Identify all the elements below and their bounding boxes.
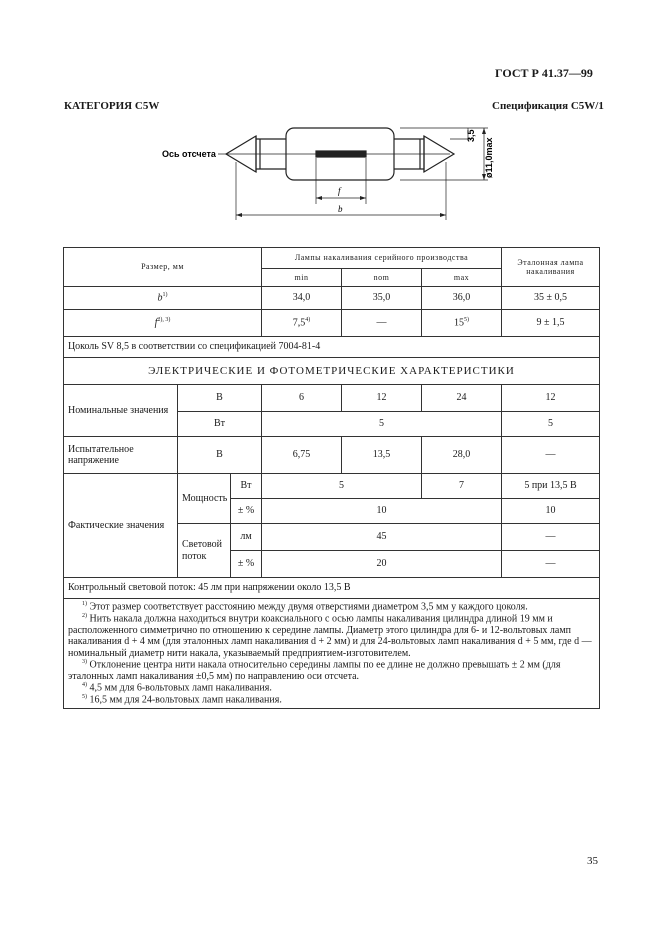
nominal-w: 5 xyxy=(262,412,502,437)
test-v1: 6,75 xyxy=(262,437,342,474)
category-title: КАТЕГОРИЯ С5W xyxy=(64,100,160,112)
nominal-ref-v: 12 xyxy=(502,385,600,412)
nom-header: nom xyxy=(342,269,422,287)
actual-pct: 10 xyxy=(262,499,502,524)
row-min: 34,0 xyxy=(262,287,342,310)
actual-w-ref: 5 при 13,5 В xyxy=(502,474,600,499)
footnote-ref: 5) xyxy=(464,317,469,324)
flux-label: Световой поток xyxy=(178,524,231,578)
spec-table xyxy=(63,247,600,709)
unit-w-actual: Вт xyxy=(231,474,262,499)
base-note: Цоколь SV 8,5 в соответствии со спецификацией 7004-81-4 xyxy=(64,337,600,358)
serial-header: Лампы накаливания серийного производства xyxy=(262,248,502,269)
unit-pct: ± % xyxy=(231,499,262,524)
row-max: 15 xyxy=(454,317,464,329)
test-v3: 28,0 xyxy=(422,437,502,474)
actual-lm: 45 xyxy=(262,524,502,551)
footnote-ref: 2), 3) xyxy=(157,317,171,324)
test-ref: — xyxy=(502,437,600,474)
ref-axis-label: Ось отсчета xyxy=(162,149,216,159)
unit-lm: лм xyxy=(231,524,262,551)
lamp-diagram xyxy=(150,118,510,228)
section-title: ЭЛЕКТРИЧЕСКИЕ И ФОТОМЕТРИЧЕСКИЕ ХАРАКТЕРИСТИКИ xyxy=(64,358,600,385)
test-voltage-label: Испытательное напряжение xyxy=(64,437,178,474)
reference-header: Эталонная лампа накаливания xyxy=(502,248,600,287)
actual-pct-ref: 10 xyxy=(502,499,600,524)
row-min: 7,5 xyxy=(292,317,306,329)
actual-w-b: 7 xyxy=(422,474,502,499)
footnote: $^{1)}$ Этот размер соответствует расстоянию между двумя отверстиями диаметром 3,5 мм у каждого цоколя. xyxy=(82,601,528,613)
row-ref: 35 ± 0,5 xyxy=(502,287,600,310)
footnote: $^{2)}$ Нить накала должна находиться внутри коаксиального с осью лампы накаливания цилиндра длиной 19 мм и расположенного симметрично по отношению к середине лампы. Диаметр этого цилиндра для 6- и 12-вольтовых ламп накаливания d + 4 мм (для эталонных ламп накаливания d + 2 мм) и для 24-вольтовых ламп накаливания d + 5 мм, где d — номинальный диаметр нити накала, указываемый предприятием-изготовителем. xyxy=(68,612,592,659)
dim-name: f xyxy=(154,317,158,329)
footnote: $^{5)}$ 16,5 мм для 24-вольтовых ламп накаливания. xyxy=(82,694,282,706)
footnote: $^{4)}$ 4,5 мм для 6-вольтовых ламп накаливания. xyxy=(82,682,272,694)
power-label: Мощность xyxy=(178,474,231,524)
control-flux-note: Контрольный световой поток: 45 лм при напряжении около 13,5 В xyxy=(64,578,600,599)
test-v2: 13,5 xyxy=(342,437,422,474)
unit-v: В xyxy=(178,385,262,412)
dim-diameter-label: ø11,0max xyxy=(484,137,494,178)
page-number: 35 xyxy=(587,855,598,867)
actual-lm-ref: — xyxy=(502,524,600,551)
row-nom: 35,0 xyxy=(342,287,422,310)
nominal-ref-w: 5 xyxy=(502,412,600,437)
dim-35-label: 3,5 xyxy=(466,129,476,142)
nominal-label: Номинальные значения xyxy=(64,385,178,437)
footnote-ref: 1) xyxy=(162,292,168,299)
actual-label: Фактические значения xyxy=(64,474,178,578)
specification-title: Спецификация С5W/1 xyxy=(492,100,604,112)
row-nom: — xyxy=(342,310,422,337)
unit-pct2: ± % xyxy=(231,551,262,578)
nominal-12v: 12 xyxy=(342,385,422,412)
nominal-6v: 6 xyxy=(262,385,342,412)
row-max: 36,0 xyxy=(422,287,502,310)
footnote-ref: 4) xyxy=(305,317,311,324)
max-header: max xyxy=(422,269,502,287)
size-header: Размер, мм xyxy=(64,248,262,287)
dim-name: b xyxy=(157,292,163,304)
footnotes xyxy=(64,599,600,709)
unit-w: Вт xyxy=(178,412,262,437)
dim-b-label: b xyxy=(338,204,343,214)
dim-f-label: f xyxy=(338,186,341,196)
nominal-24v: 24 xyxy=(422,385,502,412)
test-unit: В xyxy=(178,437,262,474)
actual-pct2-ref: — xyxy=(502,551,600,578)
table-row xyxy=(64,310,600,337)
table-row xyxy=(64,287,600,310)
actual-w-a: 5 xyxy=(262,474,422,499)
footnote: $^{3)}$ Отклонение центра нити накала относительно середины лампы по ее длине не должно превышать ± 2 мм (для эталонных ламп накаливания ±0,5 мм) по направлению оси отсчета. xyxy=(68,659,561,682)
standard-number: ГОСТ Р 41.37—99 xyxy=(495,66,593,80)
row-ref: 9 ± 1,5 xyxy=(502,310,600,337)
min-header: min xyxy=(262,269,342,287)
actual-pct2: 20 xyxy=(262,551,502,578)
